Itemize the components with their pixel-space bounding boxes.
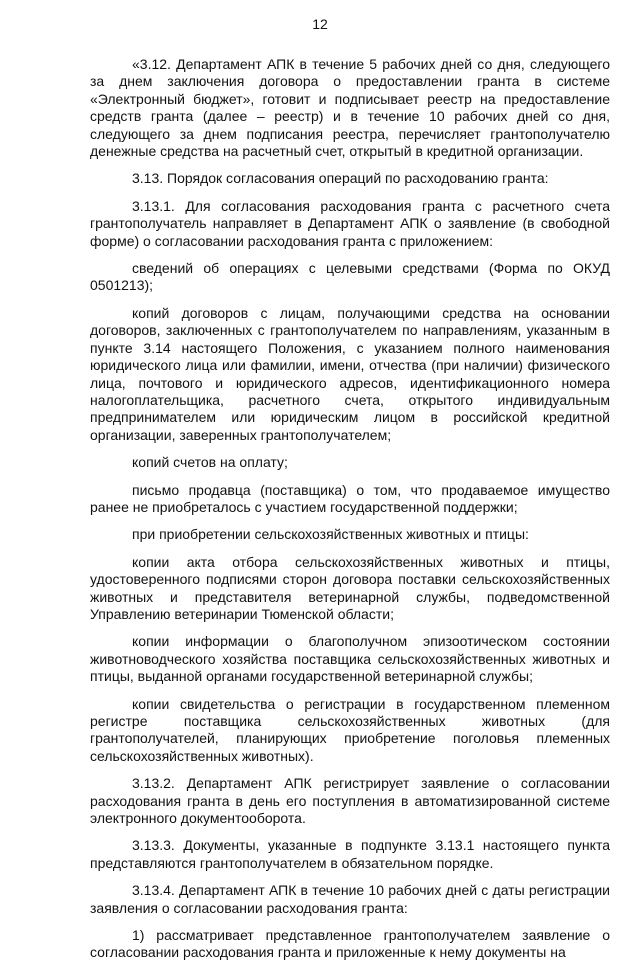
list-item-seller-letter: письмо продавца (поставщика) о том, что продаваемое имущество ранее не приобреталось с участием государственной поддержки; [90, 481, 610, 515]
list-item-breeding-certificate: копии свидетельства о регистрации в государственном племенном регистре поставщика сельскохозяйственных животных (для грантополучателей, планирующих приобретение поголовья племенных сельскохозяйственных животных). [90, 695, 610, 764]
list-item-animals-purchase: при приобретении сельскохозяйственных животных и птицы: [132, 526, 529, 543]
list-item-contract-copies: копий договоров с лицам, получающими средства на основании договоров, заключенных с грантополучателем по направлениям, указанным в пункте 3.14 настоящего Положения, с указанием полного наименования юридического лица или фамилии, имени, отчества (при наличии) физического лица, почтового и юридического адресов, идентификационного номера налогоплательщика, расчетного счета, открытого индивидуальным предпринимателем или юридическим лицом в российской кредитной организации, заверенных грантополучателем; [90, 304, 610, 443]
list-item-selection-act: копии акта отбора сельскохозяйственных животных и птицы, удостоверенного подписями сторон договора поставки сельскохозяйственных животных и представителя ветеринарной службы, подведомственной Управлению ветеринарии Тюменской области; [90, 553, 610, 622]
list-item-invoice-copies: копий счетов на оплату; [132, 454, 288, 471]
page-number: 12 [312, 16, 328, 32]
paragraph-3-13-1: 3.13.1. Для согласования расходования гранта с расчетного счета грантополучатель направляет в Департамент АПК о заявление (в свободной форме) о согласовании расходования гранта с приложением: [90, 197, 610, 249]
list-item-review-application: 1) рассматривает представленное грантополучателем заявление о согласовании расходования гранта и приложенные к нему документы на [90, 927, 610, 961]
paragraph-3-13-2: 3.13.2. Департамент АПК регистрирует заявление о согласовании расходования гранта в день его поступления в автоматизированной системе электронного документооборота. [90, 775, 610, 827]
paragraph-3-12: «3.12. Департамент АПК в течение 5 рабочих дней со дня, следующего за днем заключения договора о предоставлении гранта в системе «Электронный бюджет», готовит и подписывает реестр на предоставление средств гранта (далее – реестр) и в течение 10 рабочих дней со дня, следующего за днем подписания реестра, перечисляет грантополучателю денежные средства на расчетный счет, открытый в кредитной организации. [90, 56, 610, 160]
document-body [90, 56, 610, 972]
list-item-epizootic-info: копии информации о благополучном эпизоотическом состоянии животноводческого хозяйства поставщика сельскохозяйственных животных и птицы, выданной органами государственной ветеринарной службы; [90, 633, 610, 685]
paragraph-3-13-4: 3.13.4. Департамент АПК в течение 10 рабочих дней с даты регистрации заявления о согласовании расходования гранта: [90, 882, 610, 916]
list-item-operations-info: сведений об операциях с целевыми средствами (Форма по ОКУД 0501213); [90, 260, 610, 294]
paragraph-3-13: 3.13. Порядок согласования операций по расходованию гранта: [132, 170, 549, 187]
paragraph-3-13-3: 3.13.3. Документы, указанные в подпункте 3.13.1 настоящего пункта представляются грантополучателем в обязательном порядке. [90, 837, 610, 871]
